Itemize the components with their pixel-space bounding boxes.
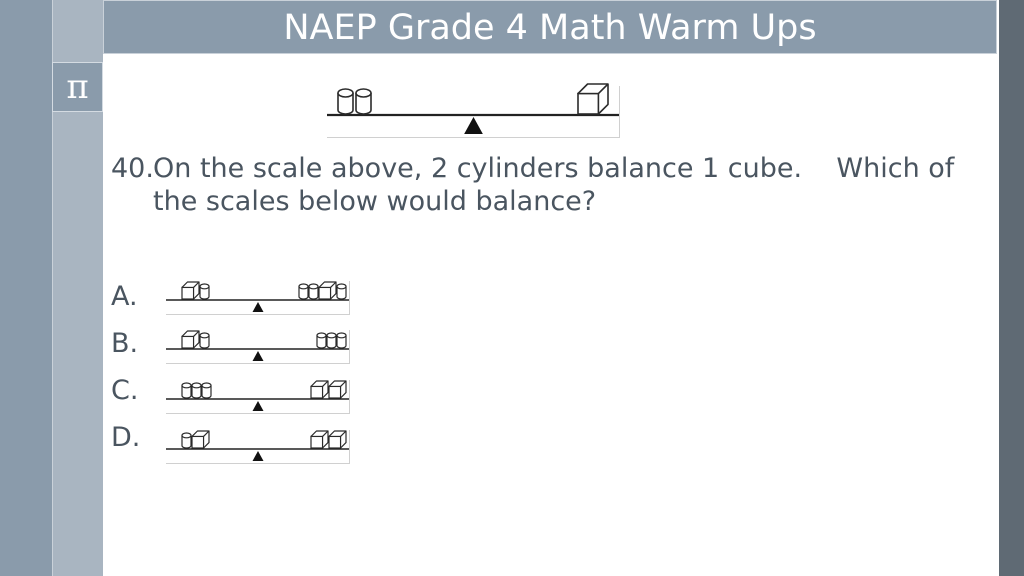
cube-icon <box>578 84 608 114</box>
option-label-b[interactable]: B. <box>111 328 139 359</box>
left-background-band <box>0 0 52 576</box>
cube-icon <box>182 282 199 299</box>
cylinder-icon <box>337 284 346 299</box>
option-label-a[interactable]: A. <box>111 281 138 312</box>
pi-icon: π <box>66 67 89 107</box>
cylinder-icon <box>200 284 209 299</box>
question-text-line-2: the scales below would balance? <box>153 186 597 217</box>
cylinder-icon <box>317 333 326 348</box>
question-number: 40. <box>111 153 154 184</box>
question-text-line-1: On the scale above, 2 cylinders balance 1 cube. Which of <box>153 153 955 184</box>
cube-icon <box>319 282 336 299</box>
option-d-balance-scale[interactable] <box>166 428 350 464</box>
right-background-band <box>999 0 1024 576</box>
fulcrum-icon <box>253 451 264 461</box>
option-label-d[interactable]: D. <box>111 422 141 453</box>
cube-icon <box>182 331 199 348</box>
pi-badge <box>52 62 103 112</box>
fulcrum-icon <box>253 351 264 361</box>
cylinder-icon <box>309 284 318 299</box>
cylinder-icon <box>299 284 308 299</box>
reference-balance-scale <box>327 84 620 138</box>
cube-icon <box>311 431 328 448</box>
cylinder-icon <box>182 433 191 448</box>
cylinder-icon <box>202 383 211 398</box>
cylinder-icon <box>356 89 371 114</box>
cylinder-icon <box>337 333 346 348</box>
cylinder-icon <box>338 89 353 114</box>
page-title: NAEP Grade 4 Math Warm Ups <box>283 8 817 48</box>
question-text <box>111 152 981 218</box>
option-a-balance-scale[interactable] <box>166 279 350 315</box>
cube-icon <box>329 431 346 448</box>
question-line-1 <box>111 152 981 185</box>
cylinder-icon <box>327 333 336 348</box>
title-bar <box>103 0 997 54</box>
option-label-c[interactable]: C. <box>111 375 139 406</box>
cube-icon <box>311 381 328 398</box>
fulcrum-icon <box>253 302 264 312</box>
cylinder-icon <box>182 383 191 398</box>
cylinder-icon <box>192 383 201 398</box>
fulcrum-icon <box>464 117 483 134</box>
fulcrum-icon <box>253 401 264 411</box>
option-c-balance-scale[interactable] <box>166 378 350 414</box>
option-b-balance-scale[interactable] <box>166 328 350 364</box>
cylinder-icon <box>200 333 209 348</box>
cube-icon <box>329 381 346 398</box>
cube-icon <box>192 431 209 448</box>
